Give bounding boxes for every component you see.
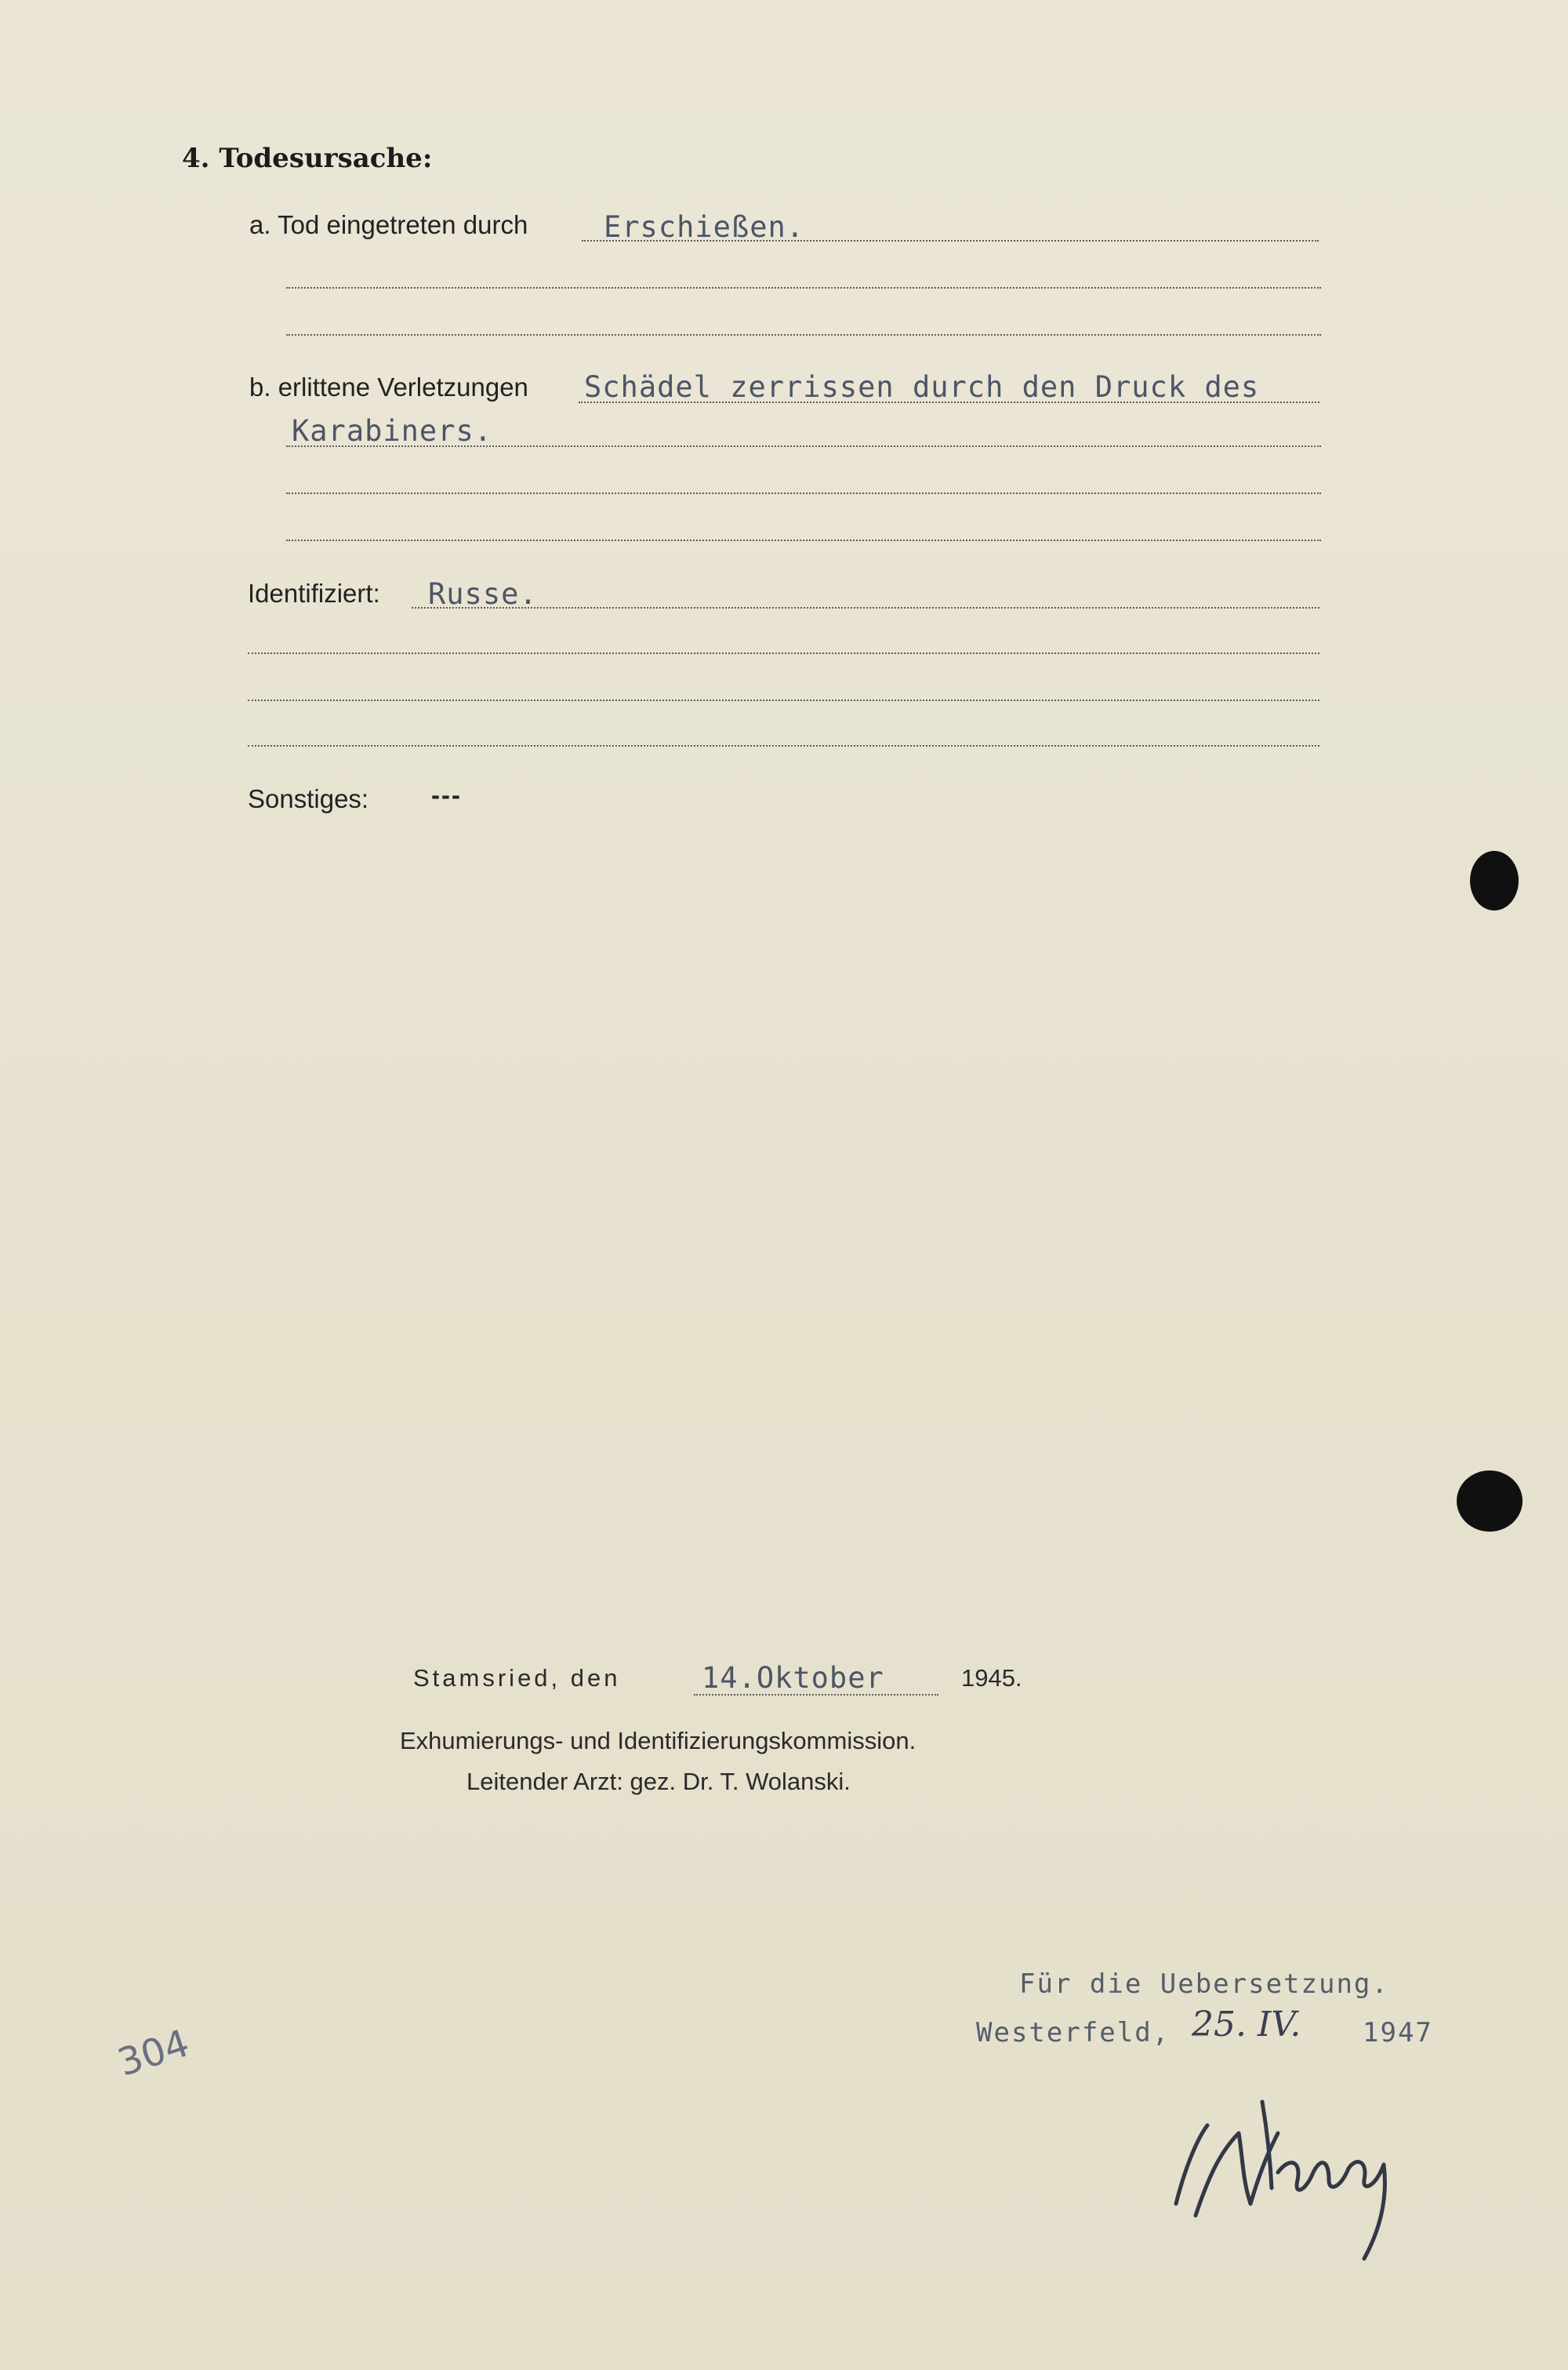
dotted-line: [579, 402, 1319, 403]
dotted-line: [286, 540, 1321, 541]
translation-stamp-year: 1947: [1363, 2017, 1433, 2048]
death-cause-label: a. Tod eingetreten durch: [249, 210, 528, 239]
section-heading: 4. Todesursache:: [182, 143, 433, 174]
dotted-line: [694, 1694, 938, 1696]
injuries-value-line2: Karabiners.: [292, 414, 493, 448]
dotted-line: [412, 607, 1319, 609]
signature-image: [1152, 2078, 1419, 2266]
date-value: 14.Oktober: [702, 1661, 884, 1695]
dotted-line: [248, 652, 1319, 654]
year: 1945.: [961, 1664, 1022, 1692]
place-date-prefix: Stamsried, den: [413, 1664, 621, 1692]
identified-value: Russe.: [428, 577, 538, 611]
commission-line: Exhumierungs- und Identifizierungskommission.: [400, 1727, 916, 1754]
translation-stamp-line1: Für die Uebersetzung.: [1019, 1968, 1389, 2000]
translation-stamp-place: Westerfeld,: [976, 2017, 1171, 2048]
dotted-line: [248, 745, 1319, 747]
other-value: ---: [431, 780, 462, 809]
punch-hole: [1470, 851, 1519, 911]
other-label: Sonstiges:: [248, 784, 369, 813]
injuries-label: b. erlittene Verletzungen: [249, 373, 528, 402]
dotted-line: [582, 240, 1319, 242]
handwritten-date: 25. IV.: [1192, 2005, 1301, 2045]
dotted-line: [248, 700, 1319, 701]
punch-hole: [1457, 1470, 1523, 1532]
death-cause-value: Erschießen.: [604, 210, 805, 244]
doctor-line: Leitender Arzt: gez. Dr. T. Wolanski.: [466, 1768, 851, 1795]
dotted-line: [286, 287, 1321, 289]
dotted-line: [286, 445, 1321, 447]
dotted-line: [286, 334, 1321, 336]
margin-note: 304: [112, 2021, 195, 2085]
injuries-value-line1: Schädel zerrissen durch den Druck des: [584, 370, 1260, 404]
dotted-line: [286, 493, 1321, 494]
identified-label: Identifiziert:: [248, 579, 380, 608]
